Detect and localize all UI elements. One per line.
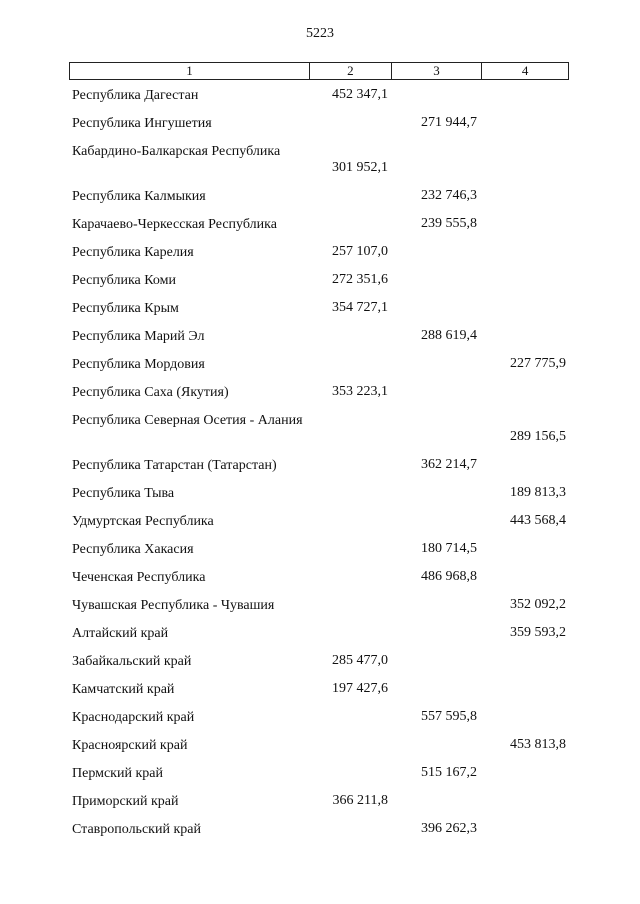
value-column-2: 353 223,1 bbox=[332, 384, 388, 399]
table-row bbox=[0, 732, 640, 760]
table-row bbox=[0, 323, 640, 351]
value-column-3: 557 595,8 bbox=[421, 709, 477, 724]
region-name: Республика Дагестан bbox=[72, 88, 199, 103]
region-name: Алтайский край bbox=[72, 626, 169, 641]
table-row bbox=[0, 648, 640, 676]
table-row bbox=[0, 536, 640, 564]
value-column-2: 257 107,0 bbox=[332, 244, 388, 259]
table-row bbox=[0, 592, 640, 620]
region-name: Республика Татарстан (Татарстан) bbox=[72, 458, 277, 473]
value-column-2: 354 727,1 bbox=[332, 300, 388, 315]
region-name: Камчатский край bbox=[72, 682, 175, 697]
value-column-3: 396 262,3 bbox=[421, 821, 477, 836]
region-name: Республика Саха (Якутия) bbox=[72, 385, 229, 400]
region-name: Карачаево-Черкесская Республика bbox=[72, 217, 277, 232]
value-column-2: 452 347,1 bbox=[332, 87, 388, 102]
table-row bbox=[0, 480, 640, 508]
region-name: Пермский край bbox=[72, 766, 163, 781]
region-name: Чеченская Республика bbox=[72, 570, 206, 585]
value-column-2: 197 427,6 bbox=[332, 681, 388, 696]
region-name: Удмуртская Республика bbox=[72, 514, 214, 529]
table-row bbox=[0, 407, 640, 452]
column-header-2: 2 bbox=[309, 63, 391, 79]
value-column-3: 180 714,5 bbox=[421, 541, 477, 556]
region-name: Республика Мордовия bbox=[72, 357, 205, 372]
region-name: Республика Марий Эл bbox=[72, 329, 205, 344]
value-column-3: 362 214,7 bbox=[421, 457, 477, 472]
value-column-3: 271 944,7 bbox=[421, 115, 477, 130]
column-header-4: 4 bbox=[481, 63, 568, 79]
table-row bbox=[0, 816, 640, 844]
table-row bbox=[0, 82, 640, 110]
table-header bbox=[69, 62, 569, 80]
region-name: Краснодарский край bbox=[72, 710, 195, 725]
value-column-2: 301 952,1 bbox=[332, 160, 388, 175]
page-number: 5223 bbox=[306, 26, 334, 41]
region-name: Республика Коми bbox=[72, 273, 176, 288]
table-row bbox=[0, 760, 640, 788]
table-row bbox=[0, 676, 640, 704]
value-column-3: 515 167,2 bbox=[421, 765, 477, 780]
table-row bbox=[0, 379, 640, 407]
region-name: Ставропольский край bbox=[72, 822, 201, 837]
region-name: Приморский край bbox=[72, 794, 179, 809]
value-column-3: 239 555,8 bbox=[421, 216, 477, 231]
table-row bbox=[0, 564, 640, 592]
table-row bbox=[0, 110, 640, 138]
value-column-4: 453 813,8 bbox=[510, 737, 566, 752]
value-column-2: 272 351,6 bbox=[332, 272, 388, 287]
region-name: Республика Тыва bbox=[72, 486, 175, 501]
table-row bbox=[0, 508, 640, 536]
table-row bbox=[0, 211, 640, 239]
region-name: Республика Карелия bbox=[72, 245, 194, 260]
value-column-3: 288 619,4 bbox=[421, 328, 477, 343]
value-column-4: 227 775,9 bbox=[510, 356, 566, 371]
region-name: Республика Крым bbox=[72, 301, 179, 316]
table-row bbox=[0, 452, 640, 480]
table-body bbox=[0, 82, 640, 844]
table-row bbox=[0, 620, 640, 648]
table-row bbox=[0, 138, 640, 183]
table-row bbox=[0, 788, 640, 816]
table-row bbox=[0, 267, 640, 295]
region-name: Кабардино-Балкарская Республика bbox=[72, 144, 281, 159]
table-row bbox=[0, 704, 640, 732]
value-column-4: 443 568,4 bbox=[510, 513, 566, 528]
region-name: Республика Ингушетия bbox=[72, 116, 212, 131]
region-name: Забайкальский край bbox=[72, 654, 192, 669]
value-column-3: 486 968,8 bbox=[421, 569, 477, 584]
value-column-3: 232 746,3 bbox=[421, 188, 477, 203]
region-name: Чувашская Республика - Чувашия bbox=[72, 598, 275, 613]
region-name: Республика Хакасия bbox=[72, 542, 194, 557]
column-header-1: 1 bbox=[186, 63, 193, 78]
value-column-4: 189 813,3 bbox=[510, 485, 566, 500]
table-row bbox=[0, 183, 640, 211]
value-column-2: 366 211,8 bbox=[332, 793, 388, 808]
value-column-4: 359 593,2 bbox=[510, 625, 566, 640]
table-row bbox=[0, 351, 640, 379]
value-column-4: 352 092,2 bbox=[510, 597, 566, 612]
value-column-4: 289 156,5 bbox=[510, 429, 566, 444]
value-column-2: 285 477,0 bbox=[332, 653, 388, 668]
region-name: Красноярский край bbox=[72, 738, 188, 753]
region-name: Республика Калмыкия bbox=[72, 189, 206, 204]
region-name: Республика Северная Осетия - Алания bbox=[72, 413, 303, 428]
table-row bbox=[0, 295, 640, 323]
table-row bbox=[0, 239, 640, 267]
column-header-3: 3 bbox=[391, 63, 482, 79]
